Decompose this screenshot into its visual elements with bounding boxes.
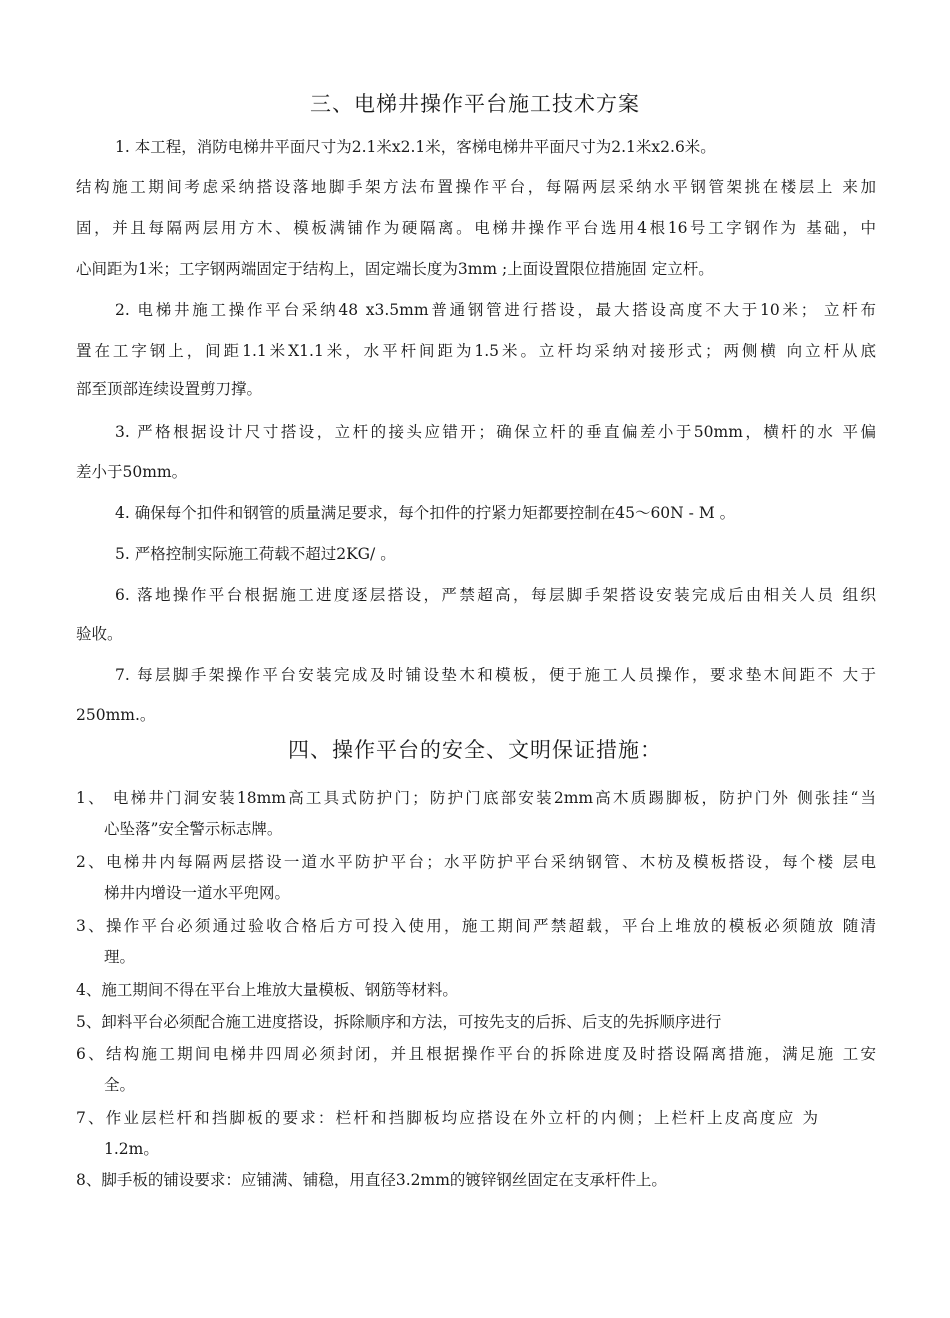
item7-line-2: 1.2m。 bbox=[104, 1140, 159, 1158]
p1-line-1: 1. 本工程，消防电梯井平面尺寸为2.1米x2.1米，客梯电梯井平面尺寸为2.1米x2.6米。 bbox=[115, 138, 716, 156]
item4-line-1: 4、施工期间不得在平台上堆放大量模板、钢筋等材料。 bbox=[76, 981, 458, 999]
section3-title: 三、电梯井操作平台施工技术方案 bbox=[310, 92, 640, 116]
item1-line-2: 心坠落”安全警示标志牌。 bbox=[104, 820, 283, 838]
p6-line-1: 6. 落地操作平台根据施工进度逐层搭设，严禁超高，每层脚手架搭设安装完成后由相关人员 组织 bbox=[115, 586, 876, 604]
item7-line-1: 7、作业层栏杆和挡脚板的要求：栏杆和挡脚板均应搭设在外立杆的内侧；上栏杆上皮高度应 为 bbox=[76, 1109, 818, 1127]
p4-line-1: 4. 确保每个扣件和钢管的质量满足要求，每个扣件的拧紧力矩都要控制在45〜60N - M 。 bbox=[115, 504, 736, 522]
p2-line-2: 置在工字钢上，间距1.1米X1.1米，水平杆间距为1.5米。立杆均采纳对接形式；两侧横 向立杆从底 bbox=[76, 342, 876, 360]
p1-line-2: 结构施工期间考虑采纳搭设落地脚手架方法布置操作平台，每隔两层采纳水平钢管架挑在楼层上 来加 bbox=[76, 178, 876, 196]
item2-line-2: 梯井内增设一道水平兜网。 bbox=[104, 884, 291, 902]
item8-line-1: 8、脚手板的铺设要求：应铺满、铺稳，用直径3.2mm的镀锌钢丝固定在支承杆件上。 bbox=[76, 1171, 667, 1189]
p7-line-2: 250mm.。 bbox=[76, 706, 156, 724]
p2-line-3: 部至顶部连续设置剪刀撑。 bbox=[76, 380, 263, 398]
item2-line-1: 2、电梯井内每隔两层搭设一道水平防护平台；水平防护平台采纳钢管、木枋及模板搭设，每个楼 层电 bbox=[76, 853, 876, 871]
p6-line-2: 验收。 bbox=[76, 625, 123, 643]
p5-line-1: 5. 严格控制实际施工荷载不超过2KG/ 。 bbox=[115, 545, 396, 563]
p2-line-1: 2. 电梯井施工操作平台采纳48 x3.5mm普通钢管进行搭设，最大搭设高度不大于10米； 立杆布 bbox=[115, 301, 876, 319]
p1-line-4: 心间距为1米；工字钢两端固定于结构上，固定端长度为3mm ;上面设置限位措施固 定立杆。 bbox=[76, 260, 714, 278]
section4-title: 四、操作平台的安全、文明保证措施： bbox=[288, 738, 662, 762]
item1-line-1: 1、 电梯井门洞安装18mm高工具式防护门；防护门底部安装2mm高木质踢脚板，防护门外 侧张挂“当 bbox=[76, 789, 876, 807]
item3-line-1: 3、操作平台必须通过验收合格后方可投入使用，施工期间严禁超载，平台上堆放的模板必须随放 随清 bbox=[76, 917, 876, 935]
p3-line-1: 3. 严格根据设计尺寸搭设，立杆的接头应错开；确保立杆的垂直偏差小于50mm，横杆的水 平偏 bbox=[115, 423, 876, 441]
item6-line-2: 全。 bbox=[104, 1076, 136, 1094]
p7-line-1: 7. 每层脚手架操作平台安装完成及时铺设垫木和模板，便于施工人员操作，要求垫木间距不 大于 bbox=[115, 666, 876, 684]
item6-line-1: 6、结构施工期间电梯井四周必须封闭，并且根据操作平台的拆除进度及时搭设隔离措施，满足施 工安 bbox=[76, 1045, 876, 1063]
p3-line-2: 差小于50mm。 bbox=[76, 463, 188, 481]
item3-line-2: 理。 bbox=[104, 948, 136, 966]
p1-line-3: 固，并且每隔两层用方木、模板满铺作为硬隔离。电梯井操作平台选用4根16号工字钢作为 基础，中 bbox=[76, 219, 876, 237]
item5-line-1: 5、卸料平台必须配合施工进度搭设，拆除顺序和方法，可按先支的后拆、后支的先拆顺序进行 bbox=[76, 1013, 722, 1031]
